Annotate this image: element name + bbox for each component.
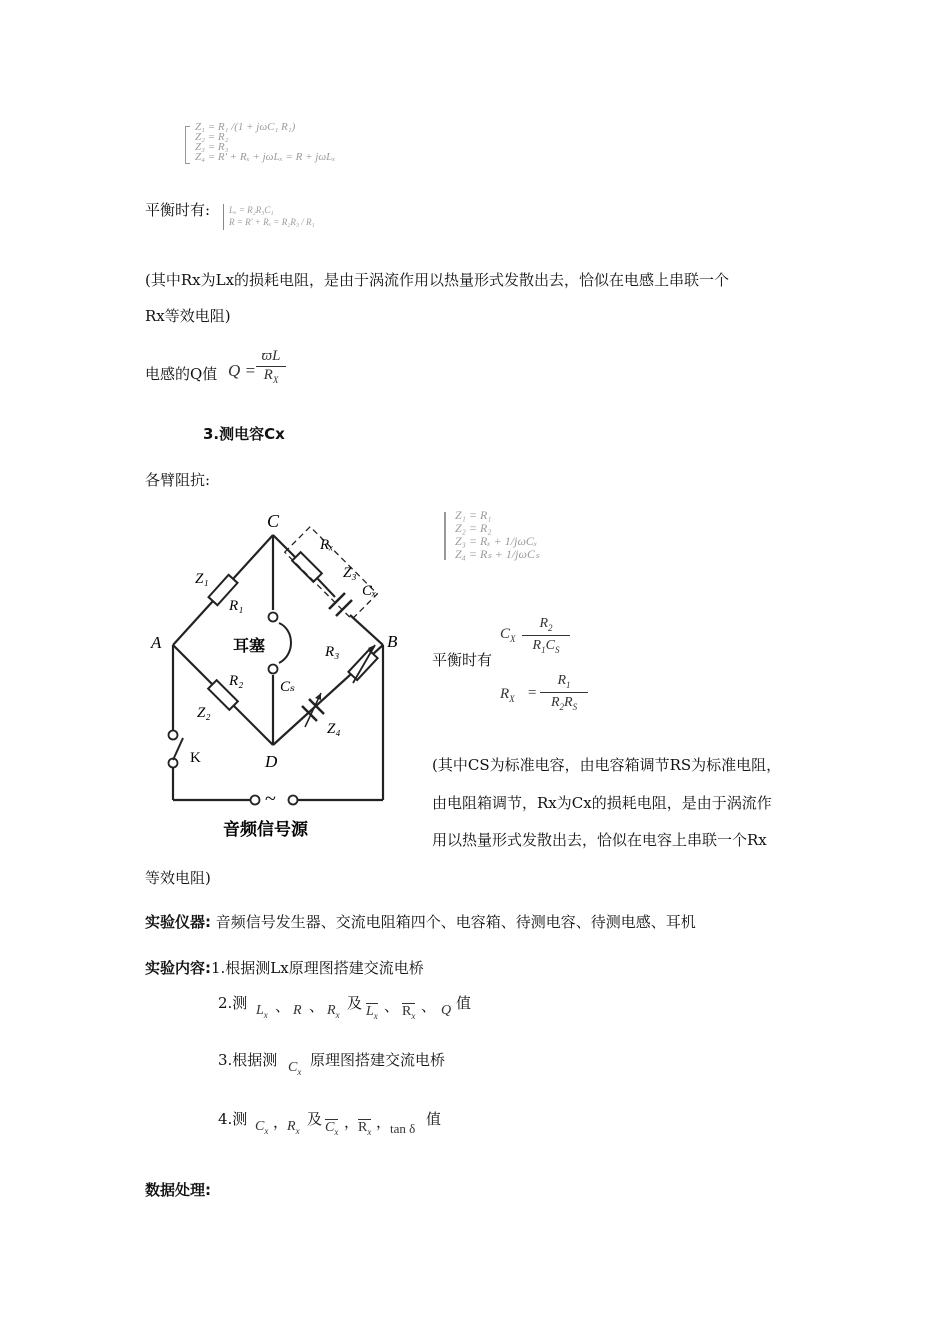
content-item3-suffix: 原理图搭建交流电桥 [310, 1051, 446, 1069]
item4-sep1: ， [273, 1113, 289, 1131]
rx-label: Rₓ [320, 537, 334, 553]
item2-rx: $R_x$ [327, 1003, 340, 1020]
audio-source-label: 音频信号源 [223, 820, 308, 839]
arm-impedance-label: 各臂阻抗: [145, 471, 211, 489]
node-b-label: B [387, 632, 398, 651]
section3-title: 3.测电容Cx [203, 425, 285, 443]
z4-label: Z₄ [327, 721, 341, 737]
formula-top-line2: Z₂ = R₂ [195, 131, 229, 143]
switch-k-lever [173, 738, 183, 760]
note1-line1: (其中Rx为Lx的损耗电阻，是由于涡流作用以热量形式发散出去，恰似在电感上串联一个 [145, 271, 730, 289]
item4-sep2: ， [344, 1113, 360, 1131]
content-item1-row [145, 958, 424, 978]
balance2-cx-lhs: $C_X$ [500, 626, 516, 644]
node-c-label: C [267, 511, 280, 531]
item4-cx-bar: $C_x$ [325, 1120, 339, 1137]
formula-top [195, 122, 335, 162]
item3-cx: $C_x$ [288, 1060, 302, 1077]
earphone-label: 耳塞 [233, 638, 266, 655]
balance2-rx-fraction: $R_1$ $R_2R_S$ [540, 673, 588, 712]
q-denominator: R [263, 367, 273, 383]
balance1-label: 平衡时有: [145, 201, 211, 219]
formula-cap-line4: Z₄ = Rₛ + 1/jωCₛ [455, 547, 540, 561]
switch-k-label: K [190, 750, 201, 766]
balance1-brace [223, 204, 227, 230]
cs-label: Cₛ [280, 679, 296, 695]
cx-label: Cₓ [362, 583, 377, 599]
item2-sep4: 、 [421, 997, 437, 1015]
item2-and: 及 [347, 994, 363, 1012]
content-item4-suffix: 值 [426, 1110, 442, 1128]
ac-source-tilde: ~ [265, 788, 276, 810]
r3-label: R₃ [325, 644, 340, 660]
item2-lx-bar: $L_x$ [366, 1004, 378, 1021]
node-a-label: A [151, 633, 162, 652]
formula-top-line3: Z₃ = R₃ [195, 141, 229, 153]
item4-tan-delta: tan δ [390, 1121, 416, 1136]
z2-label: Z₂ [197, 705, 211, 721]
item2-lx: $L_x$ [256, 1003, 268, 1020]
item2-sep2: 、 [309, 997, 325, 1015]
instruments [145, 912, 696, 932]
content-label: 实验内容: [145, 959, 211, 977]
data-processing-label: 数据处理: [145, 1181, 211, 1199]
balance2-rx-lhs: $R_X$ [500, 686, 515, 704]
cx-capacitor [329, 593, 352, 616]
bridge-circuit-diagram [145, 505, 420, 850]
earphone-icon [279, 623, 291, 663]
r2-label: R₂ [229, 673, 244, 689]
item4-rx-bar: $R_x$ [358, 1120, 372, 1137]
balance1-formula [229, 204, 315, 228]
z1-label: Z₁ [195, 571, 209, 587]
item4-sep3: ， [376, 1113, 392, 1131]
formula-cap [455, 509, 539, 561]
node-d-label: D [265, 752, 278, 771]
q-label: 电感的Q值 [145, 365, 218, 383]
q-numerator: ϖL [261, 348, 281, 364]
content-item2-suffix: 值 [456, 994, 472, 1012]
formula-top-line1: Z₁ = R₁ /(1 + jωC₁ R₁) [195, 121, 296, 133]
balance1-line1: Lₓ = R₂R₃C₁ [229, 205, 274, 215]
q-denominator-sub: X [272, 375, 279, 385]
content-item1: 1.根据测Lx原理图搭建交流电桥 [211, 959, 424, 977]
content-item3-prefix: 3.根据测 [218, 1051, 278, 1069]
item4-and: 及 [307, 1110, 323, 1128]
balance2-label: 平衡时有 [432, 651, 493, 669]
instruments-label: 实验仪器: [145, 913, 211, 931]
item2-r: R [293, 1003, 302, 1018]
z3-label: Z₃ [343, 565, 357, 581]
note1-line2: Rx等效电阻) [145, 307, 231, 325]
balance1-line2: R = R' + Rₓ = R₂R₃ / R₁ [229, 217, 315, 227]
formula-cap-brace [444, 512, 450, 560]
formula-cap-line3: Z₃ = Rₓ + 1/jωCₓ [455, 534, 538, 548]
formula-top-line4: Z₄ = R' + Rₓ + jωLₓ = R + jωLₓ [195, 151, 336, 163]
balance2-cx-fraction: $R_2$ $R_1C_S$ [522, 616, 570, 655]
item2-q: Q [441, 1003, 452, 1018]
content-item4-prefix: 4.测 [218, 1110, 248, 1128]
note2-line2: 由电阻箱调节，Rx为Cx的损耗电阻，是由于涡流作 [432, 794, 772, 812]
item2-sep3: 、 [384, 997, 400, 1015]
content-item2-prefix: 2.测 [218, 994, 248, 1012]
item2-sep1: 、 [275, 997, 291, 1015]
balance2-rx-equals: = [527, 685, 538, 701]
note2-line3: 用以热量形式发散出去，恰似在电容上串联一个Rx [432, 831, 767, 849]
formula-cap-line2: Z₂ = R₂ [455, 521, 492, 535]
item4-rx: $R_x$ [287, 1119, 300, 1136]
item4-cx: $C_x$ [255, 1119, 269, 1136]
formula-top-brace [185, 126, 190, 164]
item2-rx-bar: $R_x$ [402, 1004, 416, 1021]
q-fraction [256, 348, 286, 385]
note2-line1: (其中CS为标准电容，由电容箱调节RS为标准电阻， [432, 756, 782, 774]
rx-resistor [292, 552, 322, 582]
note2-line4: 等效电阻) [145, 869, 211, 887]
instruments-text: 音频信号发生器、交流电阻箱四个、电容箱、待测电容、待测电感、耳机 [215, 913, 696, 931]
formula-cap-line1: Z₁ = R₁ [455, 508, 492, 522]
r1-label: R₁ [229, 598, 244, 614]
q-lhs: Q = [228, 361, 256, 380]
